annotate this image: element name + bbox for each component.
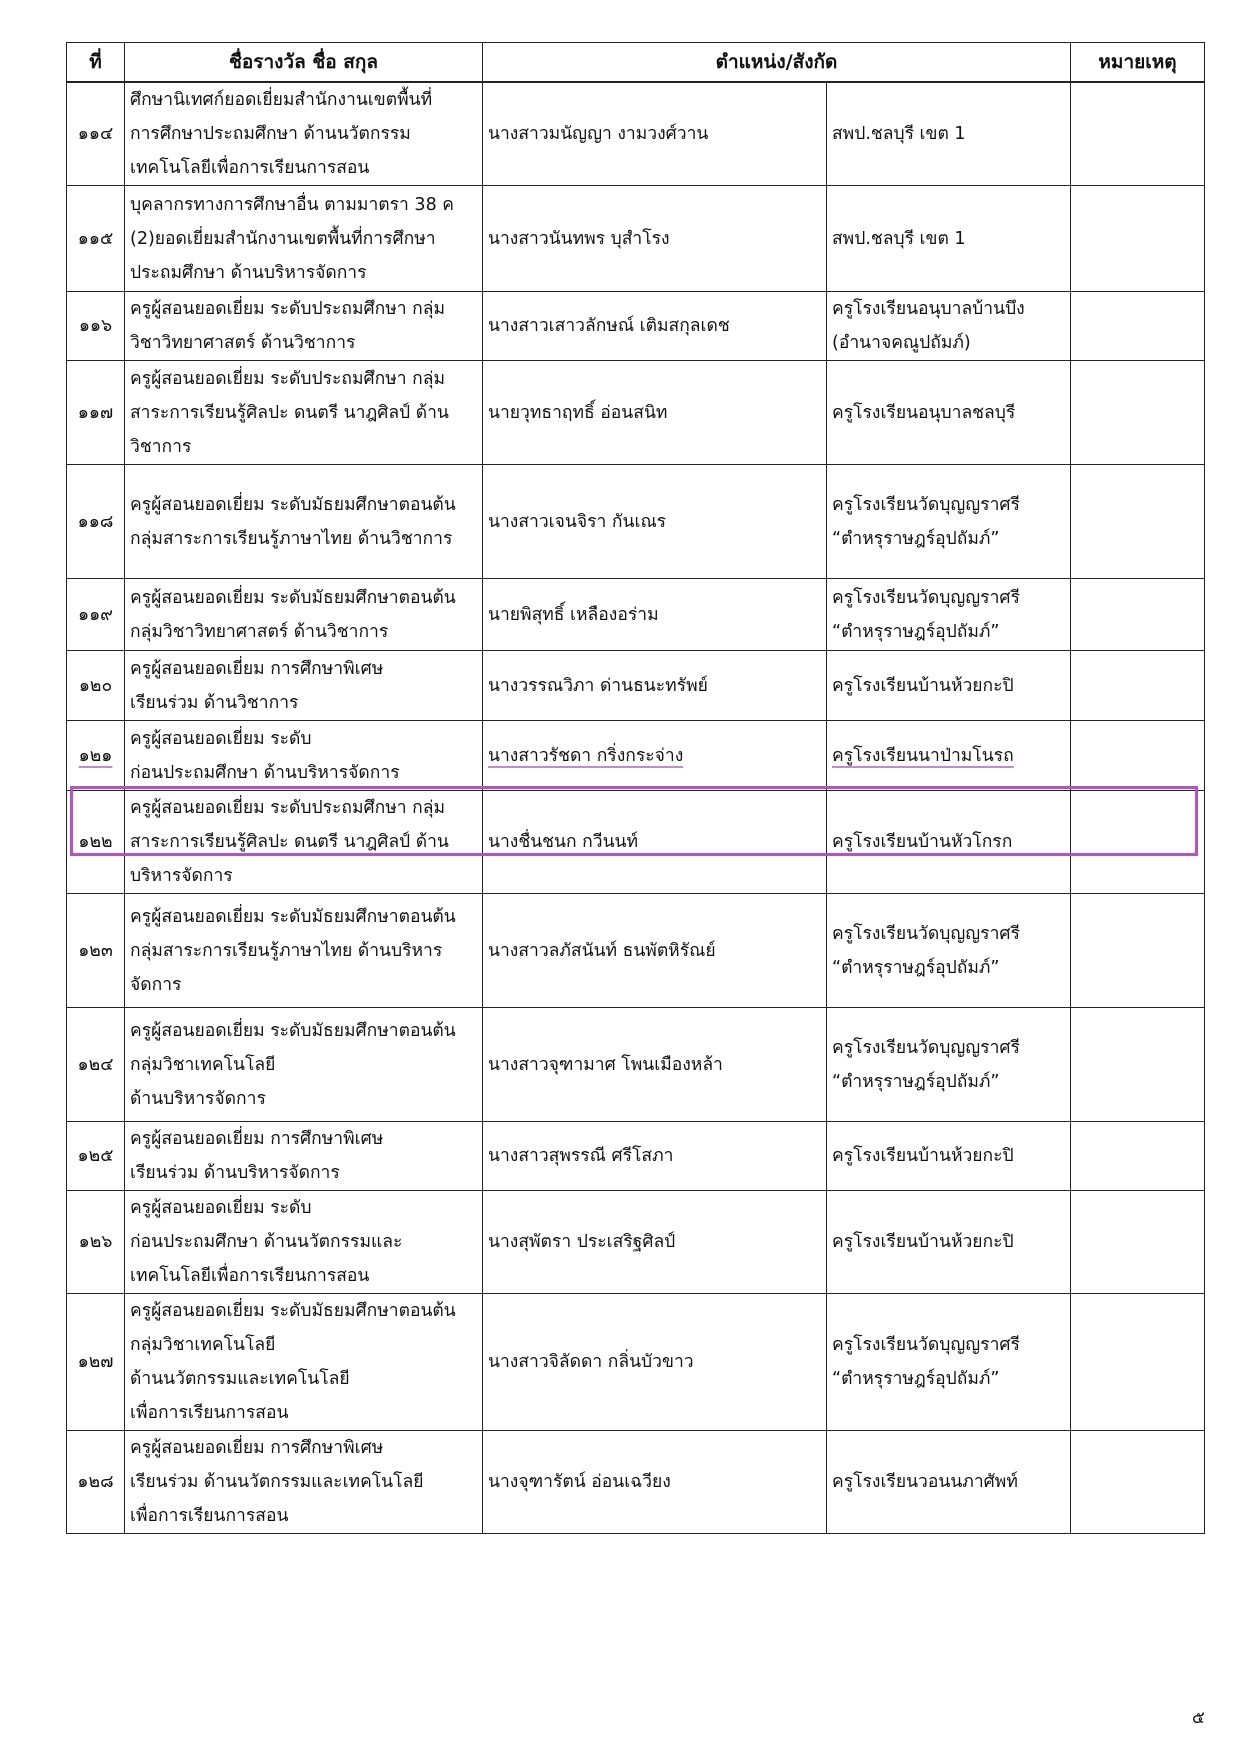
remark-cell [1071,292,1205,361]
person-name-cell-text: นายพิสุทธิ์ เหลืองอร่าม [488,604,659,625]
row-number-text: ๑๑๗ [77,402,114,423]
row-number [67,465,125,579]
person-name-cell [483,1008,827,1122]
award-name-cell-text: บุคลากรทางการศึกษาอื่น ตามมาตรา 38 ค (2)ยอดเยี่ยมสำนักงานเขตพื้นที่การศึกษา ประถมศึกษา ด้านบริหารจัดการ [130,194,454,283]
person-name-cell [483,1431,827,1534]
award-name-cell-text: ครูผู้สอนยอดเยี่ยม ระดับประถมศึกษา กลุ่ม วิชาวิทยาศาสตร์ ด้านวิชาการ [130,299,446,353]
table-row [67,186,1205,292]
row-number [67,894,125,1008]
table-row [67,1294,1205,1431]
affiliation-cell [827,1122,1071,1191]
remark-cell [1071,361,1205,465]
award-name-cell-text: ครูผู้สอนยอดเยี่ยม การศึกษาพิเศษ เรียนร่วม ด้านนวัตกรรมและเทคโนโลยี เพื่อการเรียนการสอน [130,1438,424,1526]
person-name-cell-text: นางสาวสุพรรณี ศรีโสภา [488,1146,674,1166]
row-number-text: ๑๑๕ [77,228,114,249]
table-row [67,292,1205,361]
row-number [67,82,125,186]
award-name-cell [125,1431,483,1534]
award-name-cell-text: ครูผู้สอนยอดเยี่ยม ระดับมัธยมศึกษาตอนต้น กลุ่มวิชาวิทยาศาสตร์ ด้านวิชาการ [130,587,456,642]
person-name-cell [483,651,827,721]
person-name-cell [483,465,827,579]
row-number-text: ๑๒๓ [78,940,113,961]
person-name-cell [483,1122,827,1191]
affiliation-cell-text: ครูโรงเรียนวัดบุญญราศรี “ตำหรุราษฎร์อุปถัมภ์” [832,494,1020,549]
table-row [67,1122,1205,1191]
row-number [67,361,125,465]
header-award-name: ชื่อรางวัล ชื่อ สกุล [125,43,483,83]
header-row [67,43,1205,83]
person-name-cell-text: นางสุพัตรา ประเสริฐศิลป์ [488,1232,676,1252]
affiliation-cell [827,721,1071,791]
person-name-cell-text: นางสาวมนัญญา งามวงศ์วาน [488,124,709,144]
affiliation-cell-text: ครูโรงเรียนวัดบุญญราศรี “ตำหรุราษฎร์อุปถัมภ์” [832,1335,1020,1389]
table-row [67,361,1205,465]
award-name-cell-text: ครูผู้สอนยอดเยี่ยม ระดับ ก่อนประถมศึกษา ด้านนวัตกรรมและ เทคโนโลยีเพื่อการเรียนการสอน [130,1198,403,1286]
affiliation-cell [827,894,1071,1008]
person-name-cell [483,579,827,651]
row-number [67,651,125,721]
person-name-cell-text: นางจุฑารัตน์ อ่อนเฉวียง [488,1472,671,1492]
row-number [67,1191,125,1294]
table-body [67,82,1205,1534]
affiliation-cell-text: ครูโรงเรียนบ้านห้วยกะปิ [832,1232,1014,1252]
award-name-cell-text: ครูผู้สอนยอดเยี่ยม ระดับมัธยมศึกษาตอนต้น กลุ่มสาระการเรียนรู้ภาษาไทย ด้านวิชาการ [130,494,456,549]
row-number-text: ๑๒๗ [77,1352,114,1372]
table-row [67,465,1205,579]
affiliation-cell-text: ครูโรงเรียนบ้านห้วยกะปิ [832,675,1014,696]
row-number-text: ๑๑๔ [77,124,114,144]
affiliation-cell [827,1191,1071,1294]
award-name-cell [125,651,483,721]
person-name-cell [483,82,827,186]
affiliation-cell [827,1008,1071,1122]
award-name-cell [125,361,483,465]
remark-cell [1071,1191,1205,1294]
affiliation-cell-text: ครูโรงเรียนวอนนภาศัพท์ [832,1472,1018,1492]
award-name-cell-text: ศึกษานิเทศก์ยอดเยี่ยมสำนักงานเขตพื้นที่ การศึกษาประถมศึกษา ด้านนวัตกรรม เทคโนโลยีเพื่อการเรียนการสอน [130,90,433,178]
affiliation-cell-text: ครูโรงเรียนวัดบุญญราศรี “ตำหรุราษฎร์อุปถัมภ์” [832,923,1020,978]
award-name-cell-text: ครูผู้สอนยอดเยี่ยม ระดับประถมศึกษา กลุ่ม สาระการเรียนรู้ศิลปะ ดนตรี นาฎศิลป์ ด้าน วิชาการ [130,368,449,457]
affiliation-cell-text: สพป.ชลบุรี เขต 1 [832,228,966,249]
remark-cell [1071,651,1205,721]
person-name-cell-text: นางสาวนันทพร บุสำโรง [488,228,670,249]
affiliation-cell [827,791,1071,894]
header-position: ตำแหน่ง/สังกัด [483,43,1071,83]
award-name-cell-text: ครูผู้สอนยอดเยี่ยม ระดับมัธยมศึกษาตอนต้น กลุ่มสาระการเรียนรู้ภาษาไทย ด้านบริหาร จัดการ [130,906,456,995]
person-name-cell [483,894,827,1008]
remark-cell [1071,1294,1205,1431]
row-number [67,1008,125,1122]
person-name-cell-text: นางสาวเจนจิรา กันเณร [488,511,667,532]
row-number [67,1122,125,1191]
affiliation-cell-text: ครูโรงเรียนวัดบุญญราศรี “ตำหรุราษฎร์อุปถัมภ์” [832,1037,1020,1092]
remark-cell [1071,894,1205,1008]
table-row [67,894,1205,1008]
row-number [67,1294,125,1431]
person-name-cell-text: นายวุทธาฤทธิ์ อ่อนสนิท [488,402,668,423]
row-number-text: ๑๒๒ [78,832,113,852]
award-table [66,42,1205,1534]
row-number-text: ๑๑๘ [77,511,114,532]
row-number [67,721,125,791]
award-name-cell-text: ครูผู้สอนยอดเยี่ยม ระดับมัธยมศึกษาตอนต้น กลุ่มวิชาเทคโนโลยี ด้านนวัตกรรมและเทคโนโลยี เพื่อการเรียนการสอน [130,1301,456,1423]
remark-cell [1071,1008,1205,1122]
table-row [67,791,1205,894]
affiliation-cell-text: สพป.ชลบุรี เขต 1 [832,124,966,144]
row-number-text: ๑๒๐ [78,675,113,696]
affiliation-cell [827,82,1071,186]
person-name-cell [483,791,827,894]
row-number-text: ๑๒๘ [77,1472,114,1492]
table-row [67,82,1205,186]
award-name-cell-text: ครูผู้สอนยอดเยี่ยม ระดับ ก่อนประถมศึกษา ด้านบริหารจัดการ [130,728,400,783]
affiliation-cell-text: ครูโรงเรียนวัดบุญญราศรี “ตำหรุราษฎร์อุปถัมภ์” [832,587,1020,642]
row-number-text: ๑๒๖ [78,1232,113,1252]
person-name-cell-text: นางสาวเสาวลักษณ์ เติมสกุลเดช [488,316,730,336]
affiliation-cell-text: ครูโรงเรียนบ้านห้วยกะปิ [832,1146,1014,1166]
affiliation-cell [827,579,1071,651]
row-number-text: ๑๒๕ [77,1146,114,1166]
award-name-cell [125,1122,483,1191]
page-number: ๕ [1192,1708,1205,1728]
table-row [67,721,1205,791]
affiliation-cell-text: ครูโรงเรียนนาป่ามโนรถ [832,745,1014,766]
affiliation-cell-text: ครูโรงเรียนอนุบาลชลบุรี [832,402,1016,423]
table-row [67,651,1205,721]
table-row [67,1008,1205,1122]
affiliation-cell [827,465,1071,579]
row-number [67,579,125,651]
award-name-cell-text: ครูผู้สอนยอดเยี่ยม การศึกษาพิเศษ เรียนร่วม ด้านวิชาการ [130,658,384,713]
person-name-cell-text: นางสาวรัชดา กริ่งกระจ่าง [488,745,684,766]
remark-cell [1071,465,1205,579]
row-number [67,292,125,361]
row-number-text: ๑๒๔ [77,1054,114,1075]
affiliation-cell [827,361,1071,465]
header-no: ที่ [67,43,125,83]
person-name-cell [483,1191,827,1294]
row-number [67,186,125,292]
award-name-cell-text: ครูผู้สอนยอดเยี่ยม ระดับประถมศึกษา กลุ่ม สาระการเรียนรู้ศิลปะ ดนตรี นาฎศิลป์ ด้าน บริหารจัดการ [130,798,449,886]
award-name-cell [125,1008,483,1122]
remark-cell [1071,1431,1205,1534]
affiliation-cell [827,292,1071,361]
award-name-cell [125,579,483,651]
award-name-cell [125,894,483,1008]
award-name-cell [125,292,483,361]
affiliation-cell [827,186,1071,292]
award-name-cell [125,1294,483,1431]
person-name-cell [483,186,827,292]
remark-cell [1071,721,1205,791]
affiliation-cell [827,1431,1071,1534]
person-name-cell [483,292,827,361]
row-number-text: ๑๒๑ [78,745,113,766]
remark-cell [1071,186,1205,292]
person-name-cell-text: นางชื่นชนก กวีนนท์ [488,832,639,852]
award-name-cell [125,791,483,894]
person-name-cell-text: นางสาวจิลัดดา กลิ่นบัวขาว [488,1352,694,1372]
award-name-cell [125,82,483,186]
row-number-text: ๑๑๙ [77,604,114,625]
remark-cell [1071,1122,1205,1191]
table-row [67,1191,1205,1294]
remark-cell [1071,82,1205,186]
award-name-cell-text: ครูผู้สอนยอดเยี่ยม ระดับมัธยมศึกษาตอนต้น กลุ่มวิชาเทคโนโลยี ด้านบริหารจัดการ [130,1020,456,1109]
affiliation-cell [827,1294,1071,1431]
person-name-cell-text: นางวรรณวิภา ด่านธนะทรัพย์ [488,675,708,696]
remark-cell [1071,579,1205,651]
person-name-cell [483,361,827,465]
header-remark: หมายเหตุ [1071,43,1205,83]
row-number [67,791,125,894]
remark-cell [1071,791,1205,894]
award-name-cell [125,1191,483,1294]
person-name-cell-text: นางสาวจุฑามาศ โพนเมืองหล้า [488,1054,723,1075]
award-name-cell [125,465,483,579]
affiliation-cell [827,651,1071,721]
person-name-cell [483,1294,827,1431]
affiliation-cell-text: ครูโรงเรียนบ้านหัวโกรก [832,832,1013,852]
person-name-cell [483,721,827,791]
table-row [67,579,1205,651]
row-number [67,1431,125,1534]
award-name-cell [125,186,483,292]
award-name-cell-text: ครูผู้สอนยอดเยี่ยม การศึกษาพิเศษ เรียนร่วม ด้านบริหารจัดการ [130,1129,384,1183]
row-number-text: ๑๑๖ [78,316,113,336]
person-name-cell-text: นางสาวลภัสนันท์ ธนพัตหิรัณย์ [488,940,716,961]
award-name-cell [125,721,483,791]
affiliation-cell-text: ครูโรงเรียนอนุบาลบ้านบึง (อำนาจคณูปถัมภ์) [832,299,1025,353]
table-row [67,1431,1205,1534]
